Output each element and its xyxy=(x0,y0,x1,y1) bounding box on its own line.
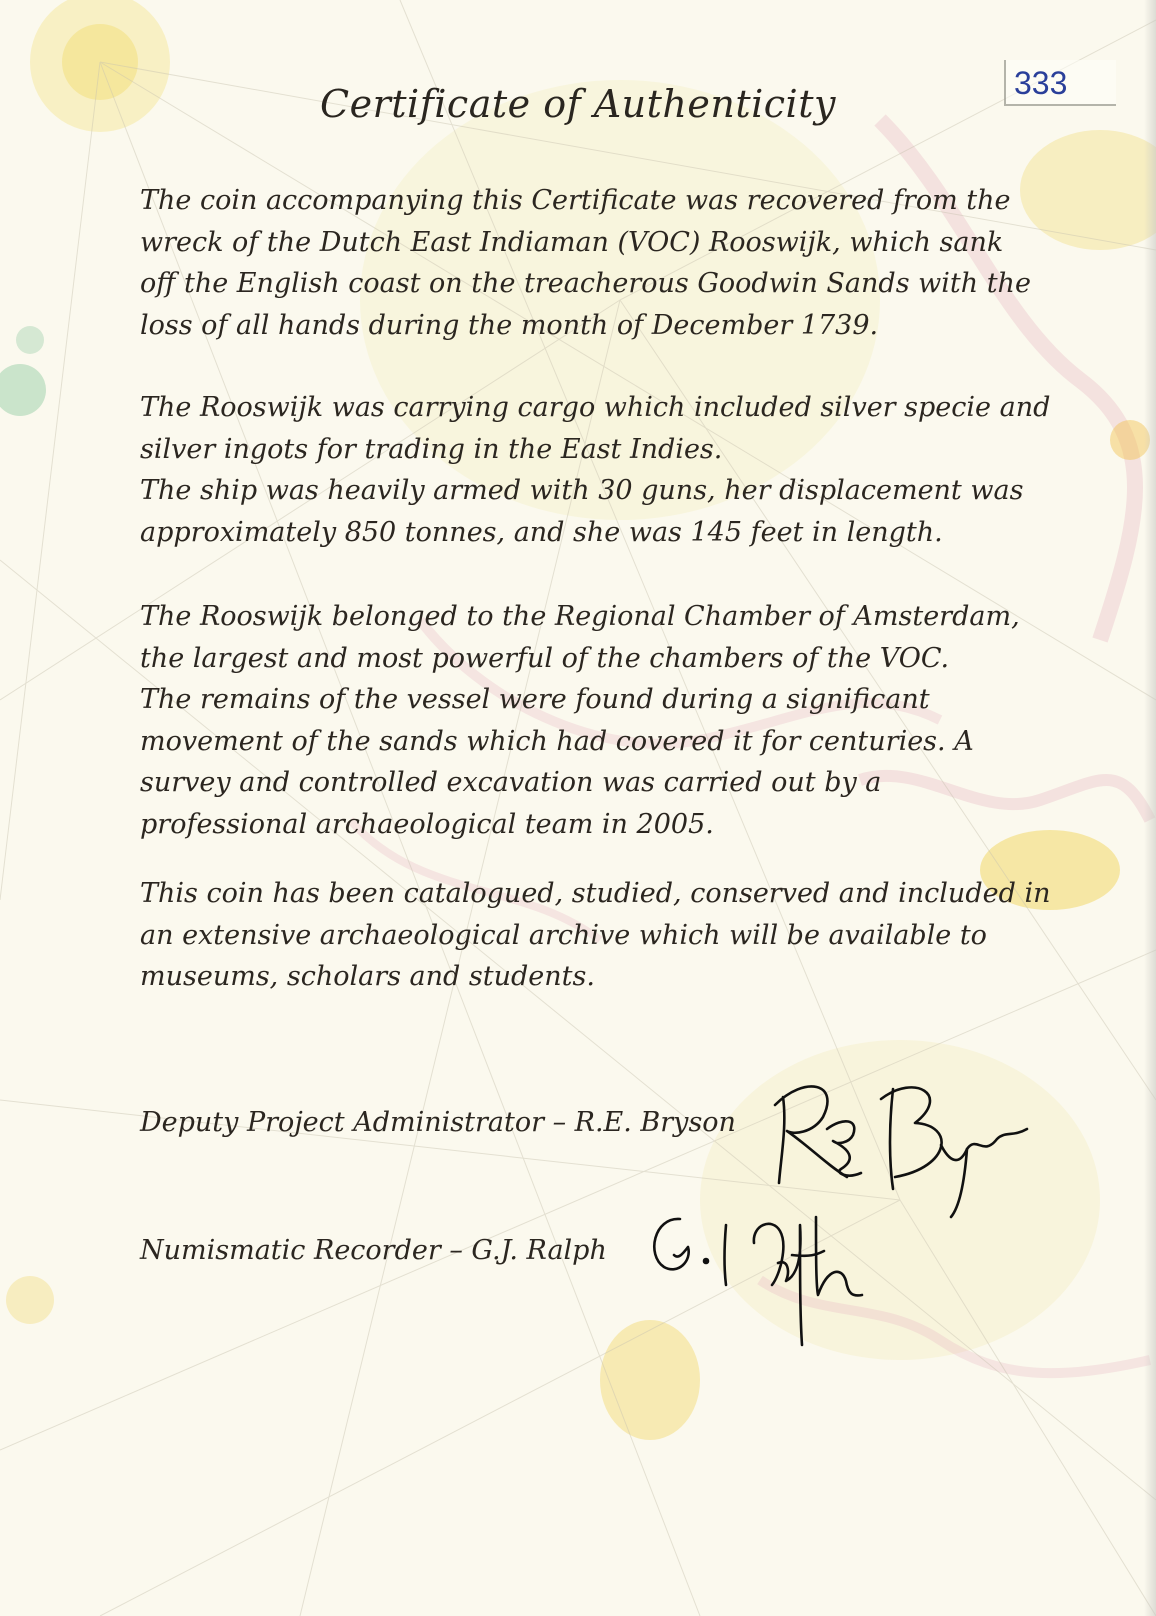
paragraph-line: The coin accompanying this Certificate was recovered from the xyxy=(140,185,1011,216)
paragraph-line: wreck of the Dutch East Indiaman (VOC) Rooswijk, which sank xyxy=(140,226,1004,258)
signatory-bryson-line: Deputy Project Administrator – R.E. Bryson xyxy=(140,1107,736,1138)
paragraph-history xyxy=(140,596,1020,845)
paragraph-line: silver ingots for trading in the East Indies. xyxy=(140,433,723,465)
paragraph-line: an extensive archaeological archive which will be available to xyxy=(140,919,987,951)
paragraph-line: movement of the sands which had covered it for centuries. A xyxy=(140,725,974,757)
signatory-ralph-line: Numismatic Recorder – G.J. Ralph xyxy=(140,1235,607,1266)
paragraph-line: the largest and most powerful of the chambers of the VOC. xyxy=(140,642,950,674)
paragraph-archive xyxy=(140,873,1051,998)
paragraph-line: The remains of the vessel were found during a significant xyxy=(140,684,930,715)
paragraph-line: The Rooswijk was carrying cargo which included silver specie and xyxy=(140,392,1051,423)
paragraph-line: museums, scholars and students. xyxy=(140,961,595,992)
paragraph-line: survey and controlled excavation was carried out by a xyxy=(140,767,882,798)
paragraph-line: professional archaeological team in 2005. xyxy=(140,808,714,840)
paragraph-line: The ship was heavily armed with 30 guns, her displacement was xyxy=(140,475,1024,506)
certificate-title: Certificate of Authenticity xyxy=(320,82,836,126)
paragraph-line: approximately 850 tonnes, and she was 145 feet in length. xyxy=(140,516,943,548)
paragraph-line: The Rooswijk belonged to the Regional Chamber of Amsterdam, xyxy=(140,601,1020,632)
reference-number: 333 xyxy=(1004,60,1116,106)
signature-ralph xyxy=(640,1185,890,1350)
scan-edge-shadow xyxy=(1144,0,1156,1616)
paragraph-cargo xyxy=(140,387,1051,553)
paragraph-line: off the English coast on the treacherous Goodwin Sands with the xyxy=(140,268,1031,299)
paragraph-line: This coin has been catalogued, studied, conserved and included in xyxy=(140,878,1051,909)
paragraph-recovery xyxy=(140,180,1031,346)
paragraph-line: loss of all hands during the month of December 1739. xyxy=(140,309,879,341)
